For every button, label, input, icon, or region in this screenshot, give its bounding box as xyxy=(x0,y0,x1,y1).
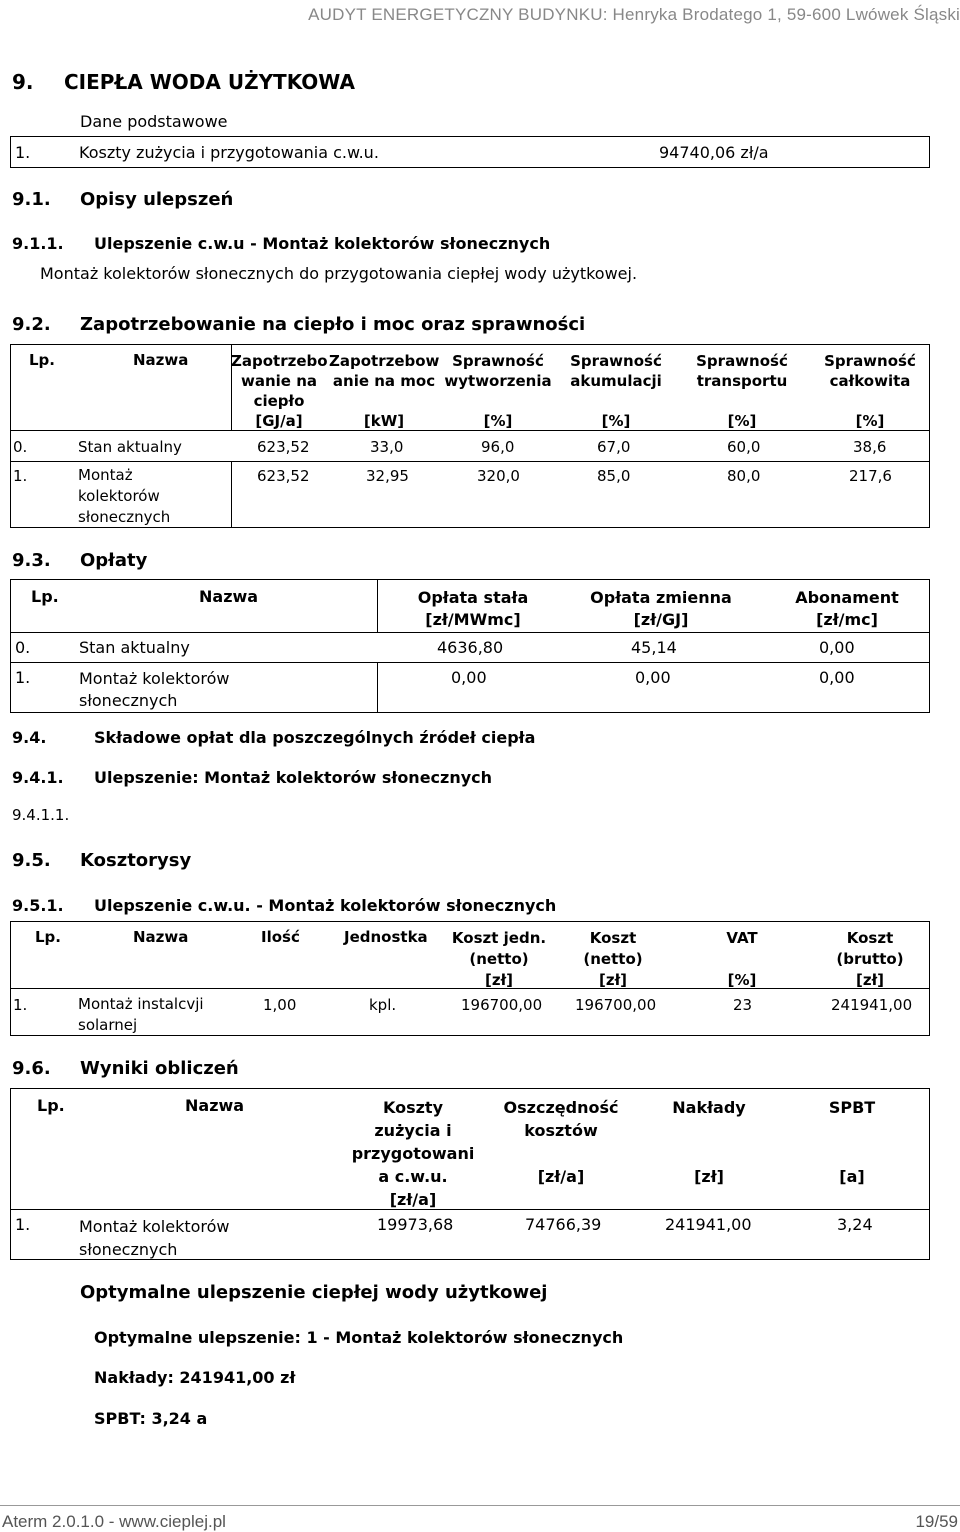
basic-data-label: Dane podstawowe xyxy=(80,112,228,131)
optimal-outlay: Nakłady: 241941,00 zł xyxy=(94,1368,296,1387)
row-name: Montaż kolektorów słonecznych xyxy=(79,1217,230,1259)
demand-col-eff-acc: Sprawność akumulacji [%] xyxy=(570,352,662,430)
cost-table xyxy=(10,921,930,1036)
row-subscription: 0,00 xyxy=(819,668,855,687)
cost-col-gross: Koszt (brutto) [zł] xyxy=(836,929,904,989)
section-93-number: 9.3. xyxy=(12,550,51,571)
results-col-lp: Lp. xyxy=(37,1096,65,1115)
basic-row-value: 94740,06 zł/a xyxy=(659,143,769,162)
basic-data-table xyxy=(10,136,930,168)
cost-col-unit-price: Koszt jedn. (netto) [zł] xyxy=(451,929,547,989)
row-savings: 74766,39 xyxy=(525,1215,602,1234)
section-94-number: 9.4. xyxy=(12,728,47,747)
row-fixed: 4636,80 xyxy=(437,638,504,657)
results-col-savings: Oszczędność kosztów [zł/a] xyxy=(503,1098,619,1186)
footer-software: Aterm 2.0.1.0 - www.cieplej.pl xyxy=(2,1512,226,1531)
section-911-number: 9.1.1. xyxy=(12,234,64,253)
row-power: 32,95 xyxy=(366,467,409,485)
cost-col-qty: Ilość xyxy=(261,928,300,946)
row-eff-acc: 85,0 xyxy=(597,467,631,485)
row-name: Stan aktualny xyxy=(79,638,190,657)
section-9-title: CIEPŁA WODA UŻYTKOWA xyxy=(64,70,355,94)
cost-col-name: Nazwa xyxy=(133,928,189,946)
footer-page-number: 19/59 xyxy=(915,1512,958,1531)
fees-col-fixed: Opłata stała [zł/MWmc] xyxy=(417,588,529,629)
row-name: Montaż instalcvji solarnej xyxy=(78,995,204,1034)
optimal-title: Optymalne ulepszenie ciepłej wody użytkowej xyxy=(80,1282,548,1303)
section-93-title: Opłaty xyxy=(80,550,148,571)
demand-table xyxy=(10,344,930,528)
demand-col-eff-trans: Sprawność transportu [%] xyxy=(696,352,788,430)
row-lp: 0. xyxy=(15,638,31,657)
row-eff-acc: 67,0 xyxy=(597,438,631,456)
row-qty: 1,00 xyxy=(263,996,297,1014)
row-name: Montaż kolektorów słonecznych xyxy=(79,669,230,710)
demand-col-lp: Lp. xyxy=(29,351,55,369)
fees-table xyxy=(10,579,930,713)
optimal-improvement: Optymalne ulepszenie: 1 - Montaż kolektorów słonecznych xyxy=(94,1328,624,1347)
row-eff-total: 217,6 xyxy=(849,467,892,485)
row-unit-price: 196700,00 xyxy=(461,996,543,1014)
row-lp: 0. xyxy=(13,438,28,456)
row-eff-gen: 96,0 xyxy=(481,438,515,456)
row-vat: 23 xyxy=(733,996,753,1014)
section-96-title: Wyniki obliczeń xyxy=(80,1058,239,1079)
demand-col-name: Nazwa xyxy=(133,351,189,369)
row-lp: 1. xyxy=(15,668,31,687)
demand-col-eff-gen: Sprawność wytworzenia [%] xyxy=(444,352,552,430)
fees-col-name: Nazwa xyxy=(199,587,259,606)
section-91-number: 9.1. xyxy=(12,189,51,210)
row-lp: 1. xyxy=(13,467,28,485)
row-name: Montaż kolektorów słonecznych xyxy=(78,466,171,526)
section-951-title: Ulepszenie c.w.u. - Montaż kolektorów słonecznych xyxy=(94,896,557,915)
section-92-number: 9.2. xyxy=(12,314,51,335)
section-911-title: Ulepszenie c.w.u - Montaż kolektorów słonecznych xyxy=(94,234,551,253)
section-91-title: Opisy ulepszeń xyxy=(80,189,234,210)
row-name: Stan aktualny xyxy=(78,438,182,456)
footer-divider xyxy=(0,1505,960,1506)
section-95-title: Kosztorysy xyxy=(80,850,192,871)
cost-col-net: Koszt (netto) [zł] xyxy=(583,929,643,989)
cost-col-unit: Jednostka xyxy=(344,928,428,946)
page-header: AUDYT ENERGETYCZNY BUDYNKU: Henryka Brodatego 1, 59-600 Lwówek Śląski xyxy=(308,5,960,24)
demand-col-power: Zapotrzebow anie na moc [kW] xyxy=(329,352,440,430)
row-variable: 0,00 xyxy=(635,668,671,687)
row-costs: 19973,68 xyxy=(377,1215,454,1234)
fees-col-subscription: Abonament [zł/mc] xyxy=(795,588,899,629)
row-eff-trans: 60,0 xyxy=(727,438,761,456)
section-95-number: 9.5. xyxy=(12,850,51,871)
demand-col-heat: Zapotrzebo wanie na ciepło [GJ/a] xyxy=(231,352,328,430)
row-gross: 241941,00 xyxy=(831,996,913,1014)
row-variable: 45,14 xyxy=(631,638,677,657)
section-941-title: Ulepszenie: Montaż kolektorów słonecznych xyxy=(94,768,493,787)
row-spbt: 3,24 xyxy=(837,1215,873,1234)
row-outlay: 241941,00 xyxy=(665,1215,752,1234)
results-col-spbt: SPBT [a] xyxy=(828,1098,876,1186)
fees-col-variable: Opłata zmienna [zł/GJ] xyxy=(590,588,732,629)
demand-col-eff-total: Sprawność całkowita [%] xyxy=(824,352,916,430)
section-92-title: Zapotrzebowanie na ciepło i moc oraz sprawności xyxy=(80,314,586,335)
row-net: 196700,00 xyxy=(575,996,657,1014)
basic-row-name: Koszty zużycia i przygotowania c.w.u. xyxy=(79,143,379,162)
row-eff-gen: 320,0 xyxy=(477,467,520,485)
row-power: 33,0 xyxy=(370,438,404,456)
row-heat: 623,52 xyxy=(257,438,310,456)
section-911-description: Montaż kolektorów słonecznych do przygotowania ciepłej wody użytkowej. xyxy=(40,264,638,283)
section-9-number: 9. xyxy=(12,70,34,94)
cost-col-vat: VAT [%] xyxy=(726,929,758,989)
row-eff-total: 38,6 xyxy=(853,438,887,456)
results-table xyxy=(10,1088,930,1260)
cost-col-lp: Lp. xyxy=(35,928,61,946)
row-lp: 1. xyxy=(13,996,28,1014)
basic-row-lp: 1. xyxy=(15,143,31,162)
results-col-outlay: Nakłady [zł] xyxy=(672,1098,746,1186)
row-lp: 1. xyxy=(15,1215,31,1234)
row-eff-trans: 80,0 xyxy=(727,467,761,485)
section-9411-number: 9.4.1.1. xyxy=(12,806,70,824)
row-subscription: 0,00 xyxy=(819,638,855,657)
row-unit: kpl. xyxy=(369,996,397,1014)
row-fixed: 0,00 xyxy=(451,668,487,687)
section-951-number: 9.5.1. xyxy=(12,896,64,915)
section-941-number: 9.4.1. xyxy=(12,768,64,787)
results-col-name: Nazwa xyxy=(185,1096,245,1115)
section-94-title: Składowe opłat dla poszczególnych źródeł ciepła xyxy=(94,728,536,747)
row-heat: 623,52 xyxy=(257,467,310,485)
results-col-costs: Koszty zużycia i przygotowani a c.w.u. [zł/a] xyxy=(351,1098,475,1209)
section-96-number: 9.6. xyxy=(12,1058,51,1079)
optimal-spbt: SPBT: 3,24 a xyxy=(94,1409,208,1428)
fees-col-lp: Lp. xyxy=(31,587,59,606)
